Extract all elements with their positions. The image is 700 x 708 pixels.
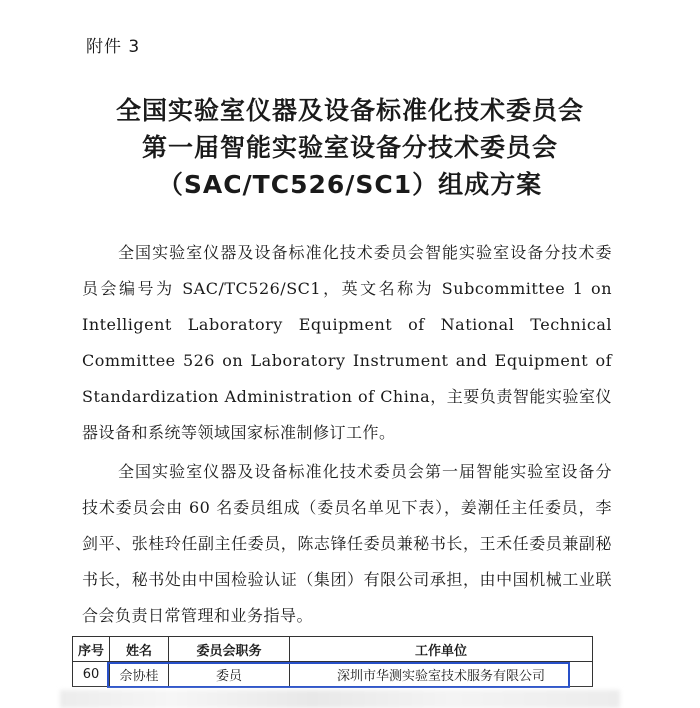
cell-organization: 深圳市华测实验室技术服务有限公司 xyxy=(290,662,593,687)
header-organization: 工作单位 xyxy=(290,637,593,662)
cell-serial: 60 xyxy=(73,662,110,687)
body-paragraph-1: 全国实验室仪器及设备标准化技术委员会智能实验室设备分技术委员会编号为 SAC/TC526/SC1，英文名称为 Subcommittee 1 on Intelligent Laboratory Equipment of National Technical Committee 526 on Laboratory Instrument and Equipment of Standardization Administration of China，主要负责智能实验室仪器设备和系统等领域国家标准制修订工作。 xyxy=(82,243,612,442)
cell-name: 佘协桂 xyxy=(110,662,169,687)
title-line-1: 全国实验室仪器及设备标准化技术委员会 xyxy=(115,96,584,125)
table-header-row xyxy=(73,637,593,662)
header-name: 姓名 xyxy=(110,637,169,662)
attachment-label: 附件 3 xyxy=(86,37,141,57)
highlight-box xyxy=(107,662,570,688)
body-paragraph-2: 全国实验室仪器及设备标准化技术委员会第一届智能实验室设备分技术委员会由 60 名委员组成（委员名单见下表），姜潮任主任委员，李剑平、张桂玲任副主任委员，陈志锋任委员兼秘书长，王禾任委员兼副秘书长，秘书处由中国检验认证（集团）有限公司承担，由中国机械工业联合会负责日常管理和业务指导。 xyxy=(82,462,612,625)
title-line-3: （SAC/TC526/SC1）组成方案 xyxy=(157,170,543,199)
header-position: 委员会职务 xyxy=(169,637,290,662)
cell-position: 委员 xyxy=(169,662,290,687)
title-line-2: 第一届智能实验室设备分技术委员会 xyxy=(141,133,558,162)
header-serial: 序号 xyxy=(73,637,110,662)
blurred-rows xyxy=(60,690,620,708)
